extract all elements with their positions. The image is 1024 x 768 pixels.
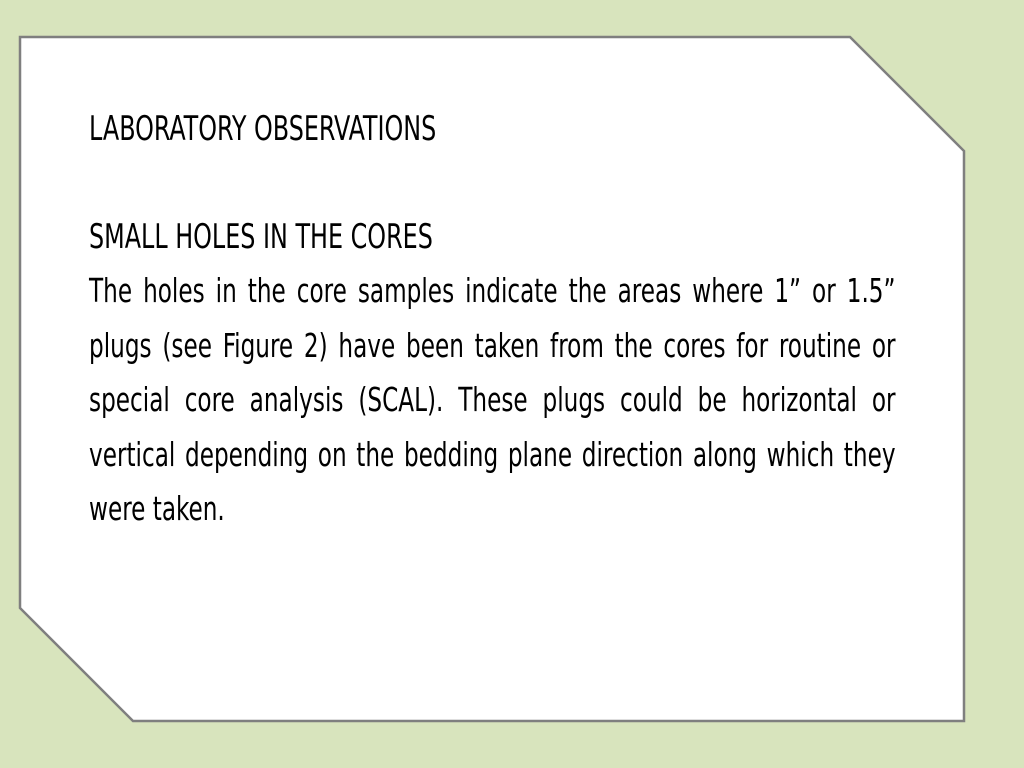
- body-paragraph-container: [89, 264, 895, 537]
- section-heading: SMALL HOLES IN THE CORES: [89, 217, 433, 257]
- slide-title: LABORATORY OBSERVATIONS: [89, 109, 437, 149]
- body-paragraph: The holes in the core samples indicate the areas where 1” or 1.5” plugs (see Figure 2) have been taken from the cores for routine or special core analysis (SCAL). These plugs could be horizontal or vertical depending on the bedding plane direction along which they were taken.: [89, 271, 896, 528]
- slide-content: [89, 104, 895, 537]
